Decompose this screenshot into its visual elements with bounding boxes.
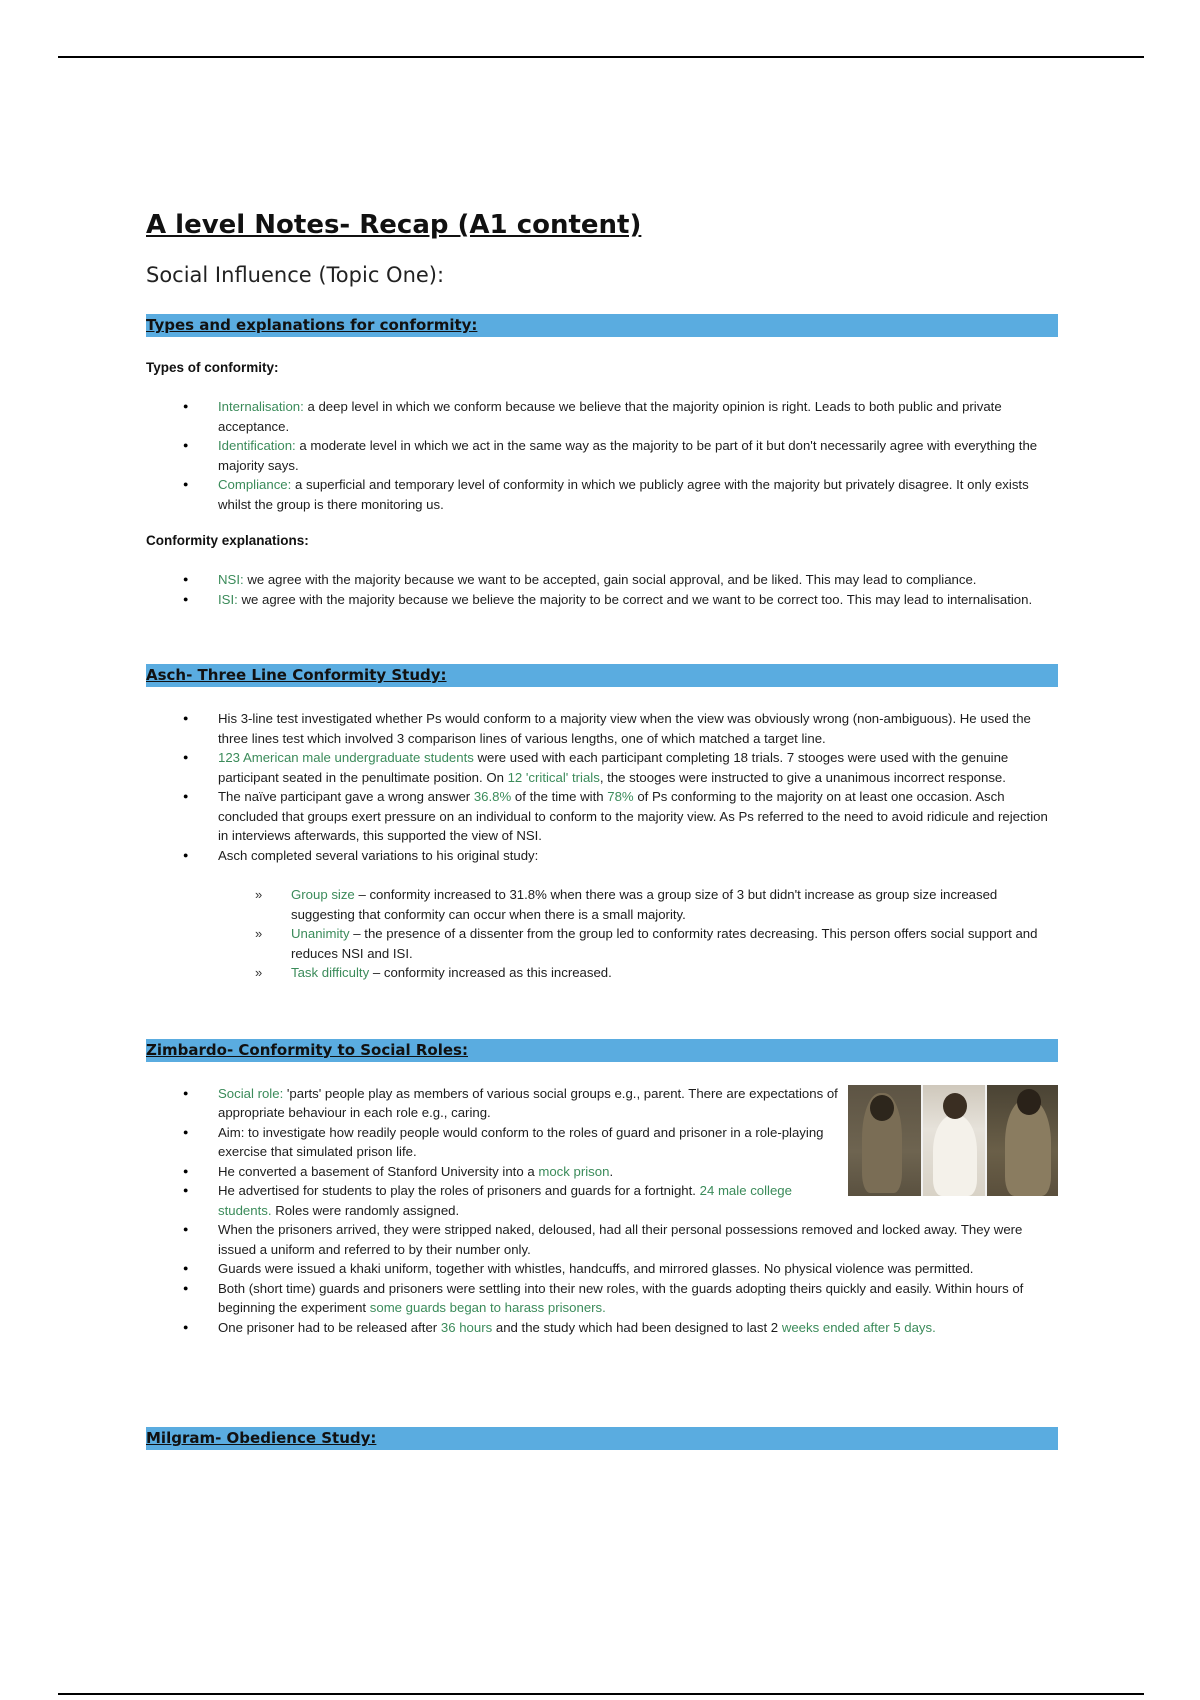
term: mock prison [538, 1163, 610, 1179]
list-item [146, 570, 1058, 590]
asch-variations-list [146, 885, 1058, 983]
list-item [146, 924, 1058, 963]
item-text: Aim: to investigate how readily people would conform to the roles of guard and prisoner in a role-playing exercise that simulated prison life. [218, 1124, 824, 1159]
term: Group size [291, 887, 355, 902]
item-text: – conformity increased to 31.8% when there was a group size of 3 but didn't increase as group size increased suggesting that conformity can occur when there is a small majority. [291, 887, 998, 922]
item-text: Asch completed several variations to his original study: [218, 847, 539, 863]
term: Compliance: [218, 477, 292, 492]
list-item [146, 436, 1058, 475]
section-heading-asch: Asch- Three Line Conformity Study: [146, 664, 1058, 687]
item-text: a moderate level in which we act in the same way as the majority to be part of it but don't necessarily agree with everything the majority says. [218, 438, 1038, 473]
list-item [146, 1318, 1058, 1338]
list-item [146, 709, 1058, 748]
term: Identification: [218, 438, 296, 453]
item-text: a superficial and temporary level of conformity in which we publicly agree with the majority but privately disagree. It only exists whilst the group is there monitoring us. [218, 477, 1029, 512]
item-text: Both (short time) guards and prisoners were settling into their new roles, with the guards adopting theirs quickly and easily. Within hours of beginning the experiment [218, 1280, 1024, 1315]
list-item [146, 787, 1058, 846]
term: ISI: [218, 591, 238, 607]
list-item [146, 963, 1058, 983]
photo-prisoner-panel [923, 1085, 986, 1196]
list-item [146, 1123, 838, 1162]
item-text: The naïve participant gave a wrong answer [218, 789, 474, 804]
term: Unanimity [291, 926, 350, 941]
item-text: . [609, 1163, 614, 1179]
item-text: , the stooges were instructed to give a unanimous incorrect response. [599, 769, 1006, 785]
list-item [146, 1084, 838, 1123]
list-item [146, 748, 1058, 787]
list-item [146, 1162, 838, 1182]
list-item [146, 590, 1058, 610]
section-heading-milgram: Milgram- Obedience Study: [146, 1427, 1058, 1450]
term: 36 hours [440, 1319, 493, 1335]
term: weeks ended after 5 days. [781, 1319, 936, 1335]
term: Internalisation: [218, 399, 304, 414]
item-text: a deep level in which we conform because we believe that the majority opinion is right. Leads to both public and private acceptance. [218, 399, 1002, 434]
section-heading-zimbardo: Zimbardo- Conformity to Social Roles: [146, 1039, 1058, 1062]
zimbardo-block [146, 1084, 1058, 1338]
stanford-prison-photo [848, 1085, 1058, 1196]
item-text: of the time with [511, 789, 608, 804]
photo-guard-panel [848, 1085, 921, 1196]
term: Social role: [218, 1085, 284, 1101]
asch-list [146, 709, 1058, 865]
item-text: we agree with the majority because we believe the majority to be correct and we want to be correct too. This may lead to internalisation. [237, 591, 1033, 607]
term: 24 male college students. [218, 1183, 792, 1218]
item-text: When the prisoners arrived, they were stripped naked, deloused, had all their personal possessions removed and locked away. They were issued a uniform and referred to by their number only. [218, 1222, 1023, 1257]
list-item [146, 475, 1058, 514]
item-text: Roles were randomly assigned. [271, 1202, 460, 1218]
term: some guards began to harass prisoners. [369, 1300, 606, 1315]
document-subtitle: Social Influence (Topic One): [146, 263, 445, 287]
term: Task difficulty [291, 965, 370, 980]
list-item [146, 1279, 1058, 1318]
item-text: we agree with the majority because we want to be accepted, gain social approval, and be liked. This may lead to compliance. [243, 572, 977, 587]
item-text: were used with each participant completing 18 trials. 7 stooges were used with the genuine participant seated in the penultimate position. On [218, 750, 1009, 785]
document-body [146, 205, 1058, 1450]
item-text: of Ps conforming to the majority on at least one occasion. Asch concluded that groups exert pressure on an individual to conform to the majority view. As Ps referred to the need to avoid ridicule and rejection in interviews afterwards, this supported the view of NSI. [218, 789, 1048, 843]
term: 123 American male undergraduate students [218, 750, 474, 765]
list-item [146, 846, 1058, 866]
top-rule [58, 56, 1144, 58]
term: NSI: [218, 572, 244, 587]
item-text: One prisoner had to be released after [218, 1319, 441, 1335]
term: 78% [607, 789, 634, 804]
bottom-rule [58, 1693, 1144, 1695]
item-text: Guards were issued a khaki uniform, together with whistles, handcuffs, and mirrored glasses. No physical violence was permitted. [218, 1261, 974, 1276]
item-text: His 3-line test investigated whether Ps would conform to a majority view when the view was obviously wrong (non-ambiguous). He used the three lines test which involved 3 comparison lines of various lengths, one of which matched a target line. [218, 711, 1031, 746]
item-text: and the study which had been designed to last 2 [492, 1319, 782, 1335]
document-title: A level Notes- Recap (A1 content) [146, 210, 642, 240]
types-of-conformity-heading: Types of conformity: [146, 360, 279, 375]
term: 12 'critical' trials [507, 769, 600, 785]
item-text: – conformity increased as this increased. [369, 965, 612, 980]
list-item [146, 885, 1058, 924]
item-text: – the presence of a dissenter from the group led to conformity rates decreasing. This person offers social support and reduces NSI and ISI. [291, 926, 1038, 961]
photo-guard2-panel [987, 1085, 1058, 1196]
section-heading-conformity: Types and explanations for conformity: [146, 314, 1058, 337]
item-text: He converted a basement of Stanford University into a [218, 1163, 539, 1179]
list-item [146, 1181, 838, 1220]
list-item [146, 1259, 1058, 1279]
conformity-explanations-heading: Conformity explanations: [146, 533, 309, 548]
item-text: 'parts' people play as members of various social groups e.g., parent. There are expectations of appropriate behaviour in each role e.g., caring. [218, 1085, 838, 1120]
list-item [146, 1220, 1058, 1259]
conformity-explanations-list [146, 570, 1058, 609]
item-text: He advertised for students to play the roles of prisoners and guards for a fortnight. [218, 1183, 700, 1198]
list-item [146, 397, 1058, 436]
term: 36.8% [473, 789, 512, 804]
conformity-types-list [146, 397, 1058, 514]
